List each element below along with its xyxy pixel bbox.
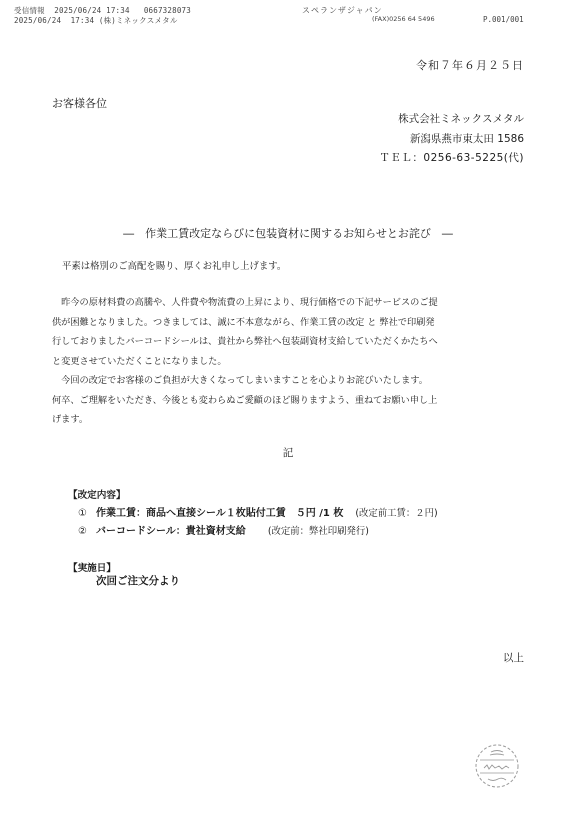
- revision-heading: 【改定内容】: [68, 490, 126, 501]
- fax-header-number: (FAX)0256 64 5496: [372, 15, 435, 23]
- body-line: 供が困難となりました。つきましては、誠に不本意ながら、作業工賃の改定 と 弊社で印刷発: [52, 316, 435, 328]
- revision-item-note: (改定前工賃：２円): [355, 508, 438, 519]
- body-line: と変更させていただくことになりました。: [52, 355, 227, 367]
- letter-title: ― 作業工賃改定ならびに包装資材に関するお知らせとお詫び ―: [123, 227, 453, 240]
- body-line: 行しておりましたバーコードシールは、貴社から弊社へ包装副資材支給していただくかたちへ: [52, 336, 438, 347]
- sender-address: 新潟県燕市東太田 1586: [409, 133, 524, 145]
- revision-item-marker: ①: [78, 508, 87, 519]
- letter-date: 令和７年６月２５日: [416, 59, 524, 72]
- body-line: 何卒、ご理解をいただき、今後とも変わらぬご愛顧のほど賜りますよう、重ねてお願い申し上: [52, 394, 438, 406]
- letter-closing: 以上: [503, 652, 524, 664]
- letter-recipient: お客様各位: [52, 97, 107, 110]
- revision-item-text: 作業工賃：商品へ直接シール１枚貼付工賃 ５円 /1 枚: [96, 508, 344, 519]
- revision-item: [78, 522, 369, 537]
- received-stamp-icon: [472, 741, 522, 791]
- sender-tel: ＴＥＬ：0256-63-5225(代): [379, 152, 524, 164]
- body-line: 昨今の原材料費の高騰や、人件費や物流費の上昇により、現行価格での下記サービスのご提: [52, 297, 438, 308]
- body-line: 今回の改定でお客様のご負担が大きくなってしまいますことを心よりお詫びいたします。: [52, 375, 428, 386]
- revision-item-note: (改定前：弊社印刷発行): [267, 526, 369, 537]
- revision-item-marker: ②: [78, 526, 87, 537]
- letter-body: [52, 293, 524, 430]
- fax-header-company: スペランザジャパン: [302, 6, 383, 15]
- ki-heading: 記: [282, 447, 294, 459]
- fax-header-receive-info: 受信情報 2025/06/24 17:34 0667328073: [14, 6, 191, 15]
- fax-header-page: P.001/001: [483, 15, 524, 24]
- body-line: げます。: [52, 414, 89, 425]
- effective-heading: 【実施日】: [68, 563, 116, 574]
- letter-greeting: 平素は格別のご高配を賜り、厚くお礼申し上げます。: [62, 261, 287, 272]
- sender-company: 株式会社ミネックスメタル: [398, 113, 524, 125]
- revision-item: [78, 504, 438, 519]
- effective-value: 次回ご注文分より: [96, 575, 180, 587]
- fax-header-send-info: 2025/06/24 17:34 (株)ミネックスメタル: [14, 16, 178, 25]
- revision-item-text: バーコードシール：貴社資材支給: [96, 526, 246, 537]
